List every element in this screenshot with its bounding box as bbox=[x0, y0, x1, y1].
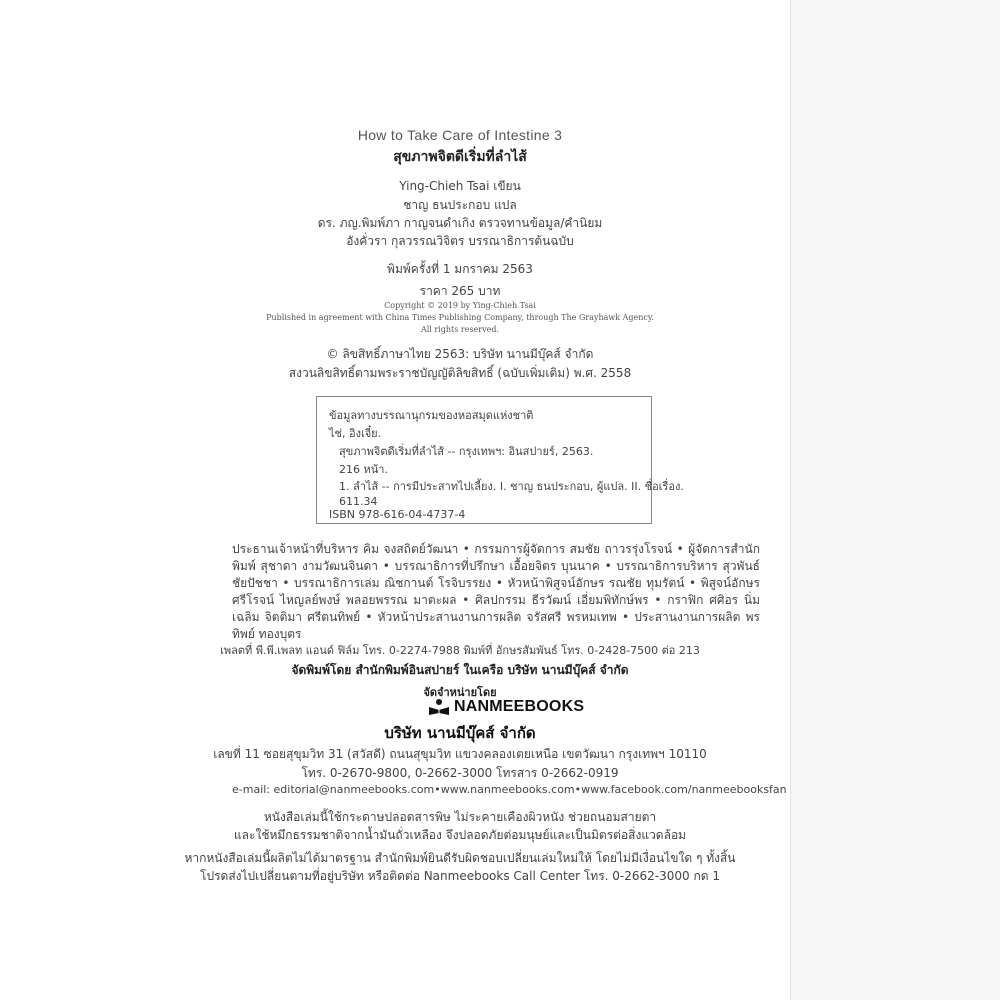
book-title-english: How to Take Care of Intestine 3 bbox=[357, 127, 563, 143]
separator-dot: • bbox=[434, 783, 441, 796]
cip-classification: 611.34 bbox=[339, 495, 378, 508]
cip-isbn: ISBN 978-616-04-4737-4 bbox=[329, 508, 466, 521]
company-name: บริษัท นานมีบุ๊คส์ จำกัด bbox=[384, 724, 536, 742]
credit-editor: อังคั่วรา กุลวรรณวิจิตร บรรณาธิการต้นฉบับ bbox=[346, 234, 574, 248]
separator-dot: • bbox=[574, 783, 582, 796]
nanmeebooks-logo bbox=[428, 697, 584, 717]
copyright-act-notice: สงวนลิขสิทธิ์ตามพระราชบัญญัติลิขสิทธิ์ (ฉบับเพิ่มเติม) พ.ศ. 2558 bbox=[288, 366, 632, 380]
cip-data-box bbox=[316, 396, 684, 524]
credit-translator: ชาญ ธนประกอบ แปล bbox=[403, 198, 517, 212]
publisher-line: จัดพิมพ์โดย สำนักพิมพ์อินสปายร์ ในเครือ บริษัท นานมีบุ๊คส์ จำกัด bbox=[291, 663, 629, 677]
contact-email[interactable]: e-mail: editorial@nanmeebooks.com bbox=[232, 783, 435, 796]
cip-author: ไช่, อิงเจี๋ย. bbox=[329, 427, 382, 440]
credit-reviewer: ดร. ภญ.พิมพ์ภา กาญจนดำเกิง ตรวจทานข้อมูล/คำนิยม bbox=[317, 216, 603, 230]
contact-facebook[interactable]: www.facebook.com/nanmeebooksfan bbox=[581, 783, 787, 796]
all-rights-reserved: All rights reserved. bbox=[420, 325, 500, 334]
cip-title: สุขภาพจิตดีเริ่มที่ลำไส้ -- กรุงเทพฯ: อินสปายร์, 2563. bbox=[339, 445, 594, 458]
thai-copyright: © ลิขสิทธิ์ภาษาไทย 2563: บริษัท นานมีบุ๊คส์ จำกัด bbox=[326, 347, 594, 361]
replacement-notice-line-2: โปรดส่งไปเปลี่ยนตามที่อยู่บริษัท หรือติดต่อ Nanmeebooks Call Center โทร. 0-2662-3000 กด 1 bbox=[200, 869, 720, 883]
replacement-notice-line-1: หากหนังสือเล่มนี้ผลิตไม่ได้มาตรฐาน สำนักพิมพ์ยินดีรับผิดชอบเปลี่ยนเล่มใหม่ให้ โดยไม่มีเงื่อนไขใด ๆ ทั้งสิ้น bbox=[184, 851, 736, 865]
cip-heading: ข้อมูลทางบรรณานุกรมของหอสมุดแห่งชาติ bbox=[329, 409, 534, 422]
book-title-thai: สุขภาพจิตดีเริ่มที่ลำไส้ bbox=[393, 149, 527, 165]
contact-row bbox=[232, 783, 787, 796]
distributor-label: จัดจำหน่ายโดย bbox=[423, 686, 497, 699]
copyright-line: Copyright © 2019 by Ying-Chieh Tsai bbox=[384, 301, 536, 310]
paper-notice-line-1: หนังสือเล่มนี้ใช้กระดาษปลอดสารพิษ ไม่ระคายเคืองผิวหนัง ช่วยถนอมสายตา bbox=[263, 810, 657, 824]
paper-notice-line-2: และใช้หมึกธรรมชาติจากน้ำมันถั่วเหลือง จึงปลอดภัยต่อมนุษย์และเป็นมิตรต่อสิ่งแวดล้อม bbox=[233, 828, 687, 842]
cip-subject: 1. ลำไส้ -- การมีประสาทไปเลี้ยง. I. ชาญ ธนประกอบ, ผู้แปล. II. ชื่อเรื่อง. bbox=[339, 480, 684, 493]
printer-line: เพลตที่ พี.พี.เพลท แอนด์ ฟิล์ม โทร. 0-2274-7988 พิมพ์ที่ อักษรสัมพันธ์ โทร. 0-2428-7500 ต่อ 213 bbox=[220, 644, 700, 657]
publication-agreement: Published in agreement with China Times Publishing Company, through The Grayhawk Agency. bbox=[266, 313, 654, 322]
price-line: ราคา 265 บาท bbox=[419, 284, 501, 298]
contact-website[interactable]: www.nanmeebooks.com bbox=[440, 783, 575, 796]
edition-line: พิมพ์ครั้งที่ 1 มกราคม 2563 bbox=[387, 262, 533, 276]
book-reader-icon bbox=[428, 698, 450, 716]
cip-pages: 216 หน้า. bbox=[339, 463, 388, 476]
credit-author: Ying-Chieh Tsai เขียน bbox=[399, 179, 521, 193]
company-phone: โทร. 0-2670-9800, 0-2662-3000 โทรสาร 0-2662-0919 bbox=[301, 766, 619, 780]
staff-credits: ประธานเจ้าหน้าที่บริหาร คิม จงสถิตย์วัฒนา • กรรมการผู้จัดการ สมชัย ถาวรรุ่งโรจน์ • ผู้จัดการสำนักพิมพ์ สุชาดา งามวัฒนจินดา • บรรณาธิการที่ปรึกษา เอื้อยจิตร บุนนาค • บรรณาธิการบริหาร สุวพันธ์ ชัยปัชชา • บรรณาธิการเล่ม ณิชกานต์ โรจิบรรยง • หัวหน้าพิสูจน์อักษร รณชัย ทุมรัตน์ • พิสูจน์อักษร ศรีโรจน์ ไหญลย์พงษ์ พลอยพรรณ มาตะผล • ศิลปกรรม ธีรวัฒน์ เอี่ยมพิทักษ์พร • กราฟิก ศศิอร นิ่มเฉลิม จิตติมา ศรีตนทิพย์ • หัวหน้าประสานงานการผลิต จรัสศรี พรหมเทพ • ประสานงานการผลิต พรทิพย์ ทองบุตร bbox=[232, 542, 760, 641]
logo-wordmark: NANMEEBOOKS bbox=[454, 698, 585, 715]
company-address: เลขที่ 11 ซอยสุขุมวิท 31 (สวัสดี) ถนนสุขุมวิท แขวงคลองเตยเหนือ เขตวัฒนา กรุงเทพฯ 10110 bbox=[213, 747, 707, 761]
